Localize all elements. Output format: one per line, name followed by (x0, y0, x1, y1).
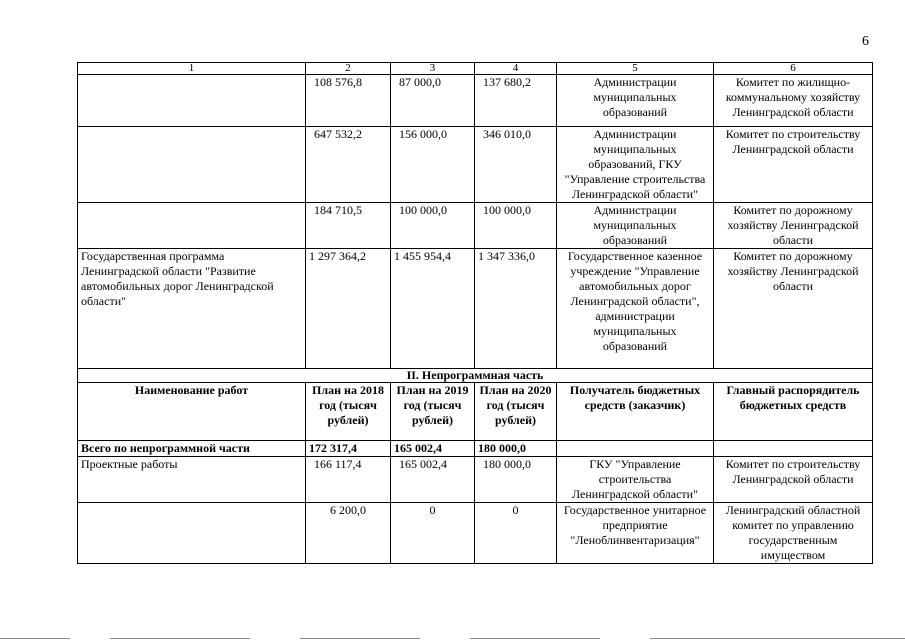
cell-manager: Комитет по дорожному хозяйству Ленинградской области (714, 203, 873, 249)
cell-2020: 1 347 336,0 (475, 249, 557, 369)
section-title-row (78, 369, 873, 383)
cell-2019: 100 000,0 (391, 203, 475, 249)
total-manager (714, 441, 873, 457)
cell-name (78, 127, 306, 203)
cell-2019: 156 000,0 (391, 127, 475, 203)
budget-table (77, 62, 873, 564)
total-row (78, 441, 873, 457)
cell-manager: Комитет по строительству Ленинградской области (714, 127, 873, 203)
cell-2019: 1 455 954,4 (391, 249, 475, 369)
cell-recipient: Администрации муниципальных образований (557, 203, 714, 249)
cell-2018: 6 200,0 (306, 503, 391, 564)
column-number: 4 (475, 63, 557, 75)
cell-2018: 108 576,8 (306, 75, 391, 127)
cell-recipient: Государственное унитарное предприятие "Леноблинвентаризация" (557, 503, 714, 564)
cell-2018: 1 297 364,2 (306, 249, 391, 369)
table-row (78, 249, 873, 369)
header-recipient: Получатель бюджетных средств (заказчик) (557, 383, 714, 441)
header-2020: План на 2020 год (тысяч рублей) (475, 383, 557, 441)
cell-name: Государственная программа Ленинградской области "Развитие автомобильных дорог Ленинградской области" (78, 249, 306, 369)
cell-2019: 165 002,4 (391, 457, 475, 503)
cell-manager: Ленинградский областной комитет по управлению государственным имуществом (714, 503, 873, 564)
section-title: II. Непрограммная часть (78, 369, 873, 383)
cell-2020: 180 000,0 (475, 457, 557, 503)
cell-manager: Комитет по дорожному хозяйству Ленинградской области (714, 249, 873, 369)
section-header-row (78, 383, 873, 441)
cell-2018: 647 532,2 (306, 127, 391, 203)
cell-recipient: Администрации муниципальных образований, ГКУ "Управление строительства Ленинградской области" (557, 127, 714, 203)
table-row (78, 75, 873, 127)
header-2019: План на 2019 год (тысяч рублей) (391, 383, 475, 441)
total-label: Всего по непрограммной части (78, 441, 306, 457)
cell-2020: 100 000,0 (475, 203, 557, 249)
cell-2018: 184 710,5 (306, 203, 391, 249)
total-2020: 180 000,0 (475, 441, 557, 457)
cell-manager: Комитет по строительству Ленинградской области (714, 457, 873, 503)
table-row (78, 203, 873, 249)
cell-recipient: ГКУ "Управление строительства Ленинградской области" (557, 457, 714, 503)
column-number: 1 (78, 63, 306, 75)
header-2018: План на 2018 год (тысяч рублей) (306, 383, 391, 441)
column-number-row (78, 63, 873, 75)
cell-name (78, 203, 306, 249)
header-name: Наименование работ (78, 383, 306, 441)
table-row (78, 127, 873, 203)
cell-2020: 0 (475, 503, 557, 564)
cell-2020: 346 010,0 (475, 127, 557, 203)
cell-name (78, 75, 306, 127)
cell-name: Проектные работы (78, 457, 306, 503)
column-number: 6 (714, 63, 873, 75)
table-row (78, 457, 873, 503)
cell-manager: Комитет по жилищно-коммунальному хозяйству Ленинградской области (714, 75, 873, 127)
cell-2019: 0 (391, 503, 475, 564)
total-2018: 172 317,4 (306, 441, 391, 457)
cell-2018: 166 117,4 (306, 457, 391, 503)
column-number: 3 (391, 63, 475, 75)
table-row (78, 503, 873, 564)
page-number: 6 (862, 34, 869, 49)
cell-recipient: Государственное казенное учреждение "Управление автомобильных дорог Ленинградской области", администрации муниципальных образований (557, 249, 714, 369)
total-recipient (557, 441, 714, 457)
cell-recipient: Администрации муниципальных образований (557, 75, 714, 127)
cell-2019: 87 000,0 (391, 75, 475, 127)
header-manager: Главный распорядитель бюджетных средств (714, 383, 873, 441)
column-number: 2 (306, 63, 391, 75)
cell-2020: 137 680,2 (475, 75, 557, 127)
cell-name (78, 503, 306, 564)
total-2019: 165 002,4 (391, 441, 475, 457)
column-number: 5 (557, 63, 714, 75)
scan-edge (0, 634, 905, 640)
